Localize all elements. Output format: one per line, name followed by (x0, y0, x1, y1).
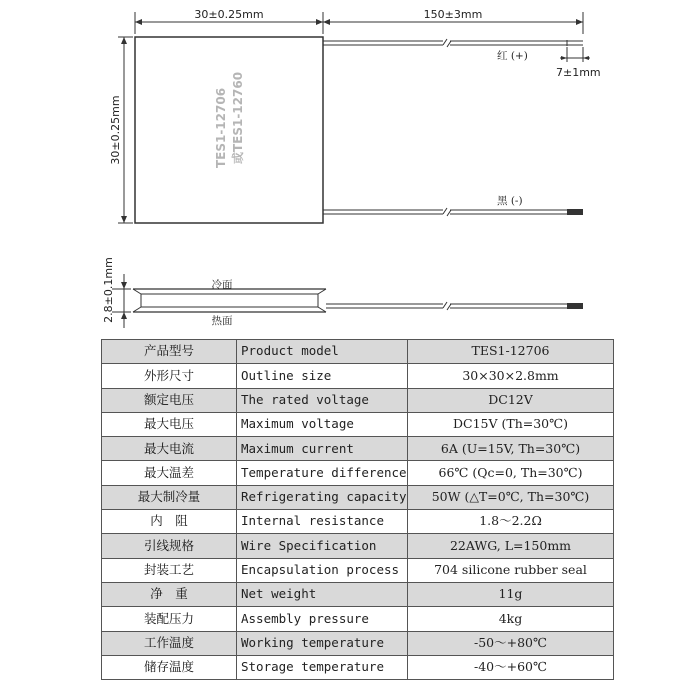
spec-name-cn: 最大温差 (102, 461, 237, 485)
table-row (102, 388, 614, 412)
spec-value: 704 silicone rubber seal (408, 558, 614, 582)
dim-label-side: 30±0.25mm (109, 95, 122, 165)
spec-name-cn: 储存温度 (102, 655, 237, 679)
spec-name-en: Internal resistance (237, 510, 408, 534)
spec-table (101, 339, 614, 680)
table-row (102, 510, 614, 534)
dim-label-strip: 7±1mm (556, 66, 601, 79)
spec-name-cn: 工作温度 (102, 631, 237, 655)
table-row (102, 655, 614, 679)
table-row (102, 607, 614, 631)
table-row (102, 461, 614, 485)
dim-label-width: 30±0.25mm (194, 8, 264, 21)
spec-name-en: Wire Specification (237, 534, 408, 558)
model-text-line2: 或TES1-12760 (231, 71, 245, 165)
arrow-head (121, 216, 127, 223)
spec-name-cn: 最大电流 (102, 437, 237, 461)
spec-name-en: Maximum voltage (237, 412, 408, 436)
table-row (102, 412, 614, 436)
black-wire (323, 208, 583, 216)
spec-name-en: Working temperature (237, 631, 408, 655)
hot-side-label: 热面 (211, 315, 233, 327)
spec-name-en: Encapsulation process (237, 558, 408, 582)
table-row (102, 534, 614, 558)
model-text-line1: TES1-12706 (214, 87, 228, 169)
arrow-head (316, 19, 323, 25)
spec-name-en: Temperature difference (237, 461, 408, 485)
arrow-head (121, 312, 127, 319)
spec-value: TES1-12706 (408, 340, 614, 364)
table-row (102, 631, 614, 655)
spec-value: 22AWG, L=150mm (408, 534, 614, 558)
spec-name-en: Outline size (237, 364, 408, 388)
arrow-head (121, 37, 127, 44)
spec-value: 11g (408, 582, 614, 606)
spec-name-cn: 封装工艺 (102, 558, 237, 582)
spec-name-en: Product model (237, 340, 408, 364)
spec-value: 30×30×2.8mm (408, 364, 614, 388)
black-wire-label: 黑 (-) (497, 195, 523, 207)
arrow-head (561, 56, 567, 60)
arrow-head (583, 56, 589, 60)
spec-name-cn: 最大电压 (102, 412, 237, 436)
table-row (102, 558, 614, 582)
spec-value: 66℃ (Qc=0, Th=30℃) (408, 461, 614, 485)
spec-name-en: Assembly pressure (237, 607, 408, 631)
spec-value: -40～+60℃ (408, 655, 614, 679)
spec-value: DC12V (408, 388, 614, 412)
spec-value: 4kg (408, 607, 614, 631)
arrow-head (135, 19, 142, 25)
dim-label-thickness: 2.8±0.1mm (102, 257, 115, 323)
spec-name-en: Refrigerating capacity (237, 485, 408, 509)
arrow-head (121, 282, 127, 289)
table-row (102, 364, 614, 388)
cold-side-label: 冷面 (211, 279, 233, 291)
module-side-view (133, 289, 583, 312)
spec-name-en: Maximum current (237, 437, 408, 461)
spec-name-cn: 装配压力 (102, 607, 237, 631)
spec-name-en: Net weight (237, 582, 408, 606)
spec-name-en: Storage temperature (237, 655, 408, 679)
spec-value: DC15V (Th=30℃) (408, 412, 614, 436)
red-wire-label: 红 (+) (497, 50, 528, 62)
dim-label-wire-length: 150±3mm (423, 8, 483, 21)
spec-value: 6A (U=15V, Th=30℃) (408, 437, 614, 461)
spec-name-cn: 产品型号 (102, 340, 237, 364)
module-top-view (135, 37, 323, 223)
spec-value: 50W (△T=0℃, Th=30℃) (408, 485, 614, 509)
table-row (102, 437, 614, 461)
table-row (102, 582, 614, 606)
arrow-head (576, 19, 583, 25)
spec-name-cn: 净 重 (102, 582, 237, 606)
spec-name-cn: 最大制冷量 (102, 485, 237, 509)
spec-name-cn: 外形尺寸 (102, 364, 237, 388)
spec-name-en: The rated voltage (237, 388, 408, 412)
arrow-head (323, 19, 330, 25)
spec-value: -50～+80℃ (408, 631, 614, 655)
table-row (102, 485, 614, 509)
module-drawing (0, 0, 700, 340)
spec-name-cn: 内 阻 (102, 510, 237, 534)
spec-value: 1.8～2.2Ω (408, 510, 614, 534)
spec-name-cn: 引线规格 (102, 534, 237, 558)
table-row (102, 340, 614, 364)
spec-name-cn: 额定电压 (102, 388, 237, 412)
red-wire (323, 39, 583, 47)
